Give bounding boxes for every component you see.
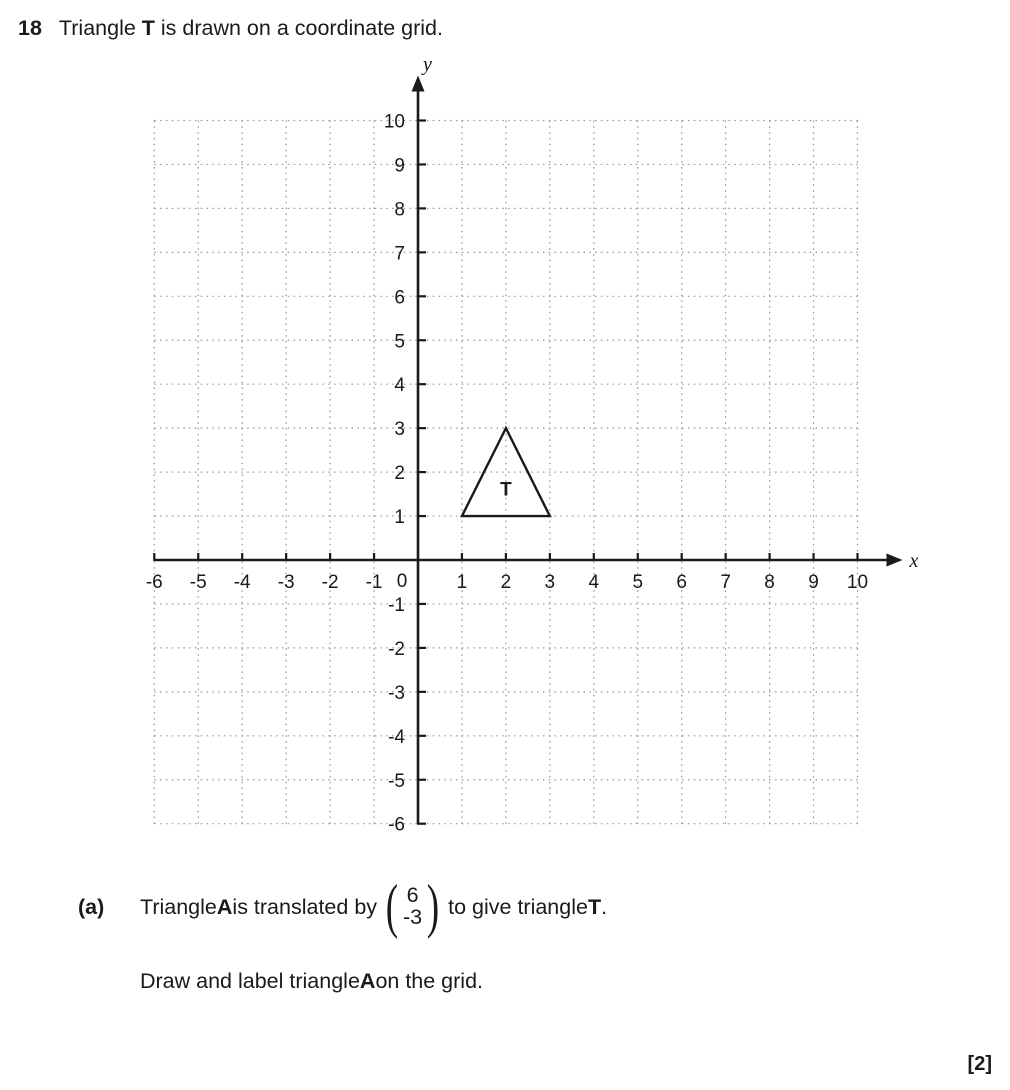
vector-right-bracket: ) bbox=[426, 872, 440, 939]
part-a-shape-t: T bbox=[587, 894, 602, 919]
y-axis-tick-label: -4 bbox=[388, 726, 405, 748]
x-axis-arrowhead bbox=[887, 554, 903, 567]
x-axis-tick-label: 3 bbox=[544, 572, 556, 593]
y-axis-tick-label: 5 bbox=[394, 331, 405, 353]
y-axis-tick-label: -6 bbox=[388, 814, 405, 836]
part-a-letter: (a) bbox=[78, 894, 105, 919]
part-a-line-1-body bbox=[140, 872, 608, 939]
y-axis-name: y bbox=[423, 55, 432, 76]
x-axis-tick-label: -4 bbox=[233, 572, 251, 593]
part-a-line-2-body bbox=[140, 969, 483, 994]
x-axis-tick-label: 10 bbox=[846, 572, 869, 593]
vector-y-component: -3 bbox=[403, 905, 423, 930]
y-axis-tick-label: 7 bbox=[394, 243, 405, 265]
part-a-line-1 bbox=[78, 872, 978, 939]
vector-left-bracket: ( bbox=[385, 872, 399, 939]
y-axis-tick-label: 10 bbox=[383, 111, 405, 133]
x-axis-tick-label: 5 bbox=[632, 572, 644, 593]
part-a-text-post: to give triangle bbox=[448, 894, 588, 919]
part-a-text-end: . bbox=[601, 894, 608, 919]
shape-label-t: T bbox=[500, 479, 512, 501]
axis-names-group bbox=[421, 55, 919, 572]
y-axis-tick-label: 6 bbox=[394, 287, 405, 309]
x-axis-tick-label: 1 bbox=[456, 572, 468, 593]
coordinate-grid-figure bbox=[0, 55, 1010, 855]
x-axis-tick-label: 4 bbox=[588, 572, 600, 593]
vector-x-component: 6 bbox=[406, 883, 419, 907]
x-axis-tick-label: 6 bbox=[676, 572, 687, 593]
y-axis-tick-label: 1 bbox=[394, 507, 405, 529]
translation-column-vector bbox=[382, 872, 443, 939]
part-a-line-2 bbox=[78, 969, 978, 994]
x-axis-tick-label: -3 bbox=[277, 572, 295, 593]
y-axis-tick-label: 3 bbox=[394, 419, 405, 441]
part-a-text-pre: Triangle bbox=[140, 894, 217, 919]
y-axis-tick-label: 2 bbox=[394, 463, 405, 485]
part-a-instruction-pre: Draw and label triangle bbox=[140, 968, 360, 993]
part-a-block bbox=[78, 872, 978, 994]
part-a-shape-a: A bbox=[216, 894, 233, 919]
x-axis-tick-label: 8 bbox=[764, 572, 775, 593]
shape-triangle-t bbox=[462, 428, 550, 516]
y-axis-tick-label: 9 bbox=[394, 155, 405, 177]
x-axis-tick-label: -2 bbox=[321, 572, 339, 593]
y-axis-tick-label: 4 bbox=[394, 375, 405, 397]
gridlines-group bbox=[154, 121, 857, 824]
y-axis-arrowhead bbox=[412, 76, 425, 92]
x-axis-tick-label: 9 bbox=[808, 572, 819, 593]
x-axis-tick-label: -1 bbox=[365, 572, 383, 593]
x-axis-tick-label: 7 bbox=[720, 572, 731, 593]
x-axis-tick-label: -6 bbox=[145, 572, 163, 593]
x-axis-tick-label: 2 bbox=[500, 572, 512, 593]
part-a-instruction-post: on the grid. bbox=[375, 968, 484, 993]
question-stem-pre: Triangle bbox=[58, 16, 142, 40]
question-header bbox=[18, 16, 443, 41]
question-stem bbox=[59, 16, 443, 41]
x-axis-name: x bbox=[909, 550, 919, 572]
question-number: 18 bbox=[18, 16, 42, 40]
vector-components bbox=[402, 884, 423, 929]
coordinate-grid-svg bbox=[0, 55, 1010, 855]
y-axis-tick-label: 8 bbox=[394, 199, 405, 221]
y-axis-tick-label: -5 bbox=[388, 770, 405, 792]
marks-allocation: [2] bbox=[967, 1053, 992, 1075]
axis-tick-labels-group bbox=[146, 112, 868, 836]
y-axis-tick-label: -3 bbox=[388, 682, 405, 704]
origin-label: 0 bbox=[396, 571, 408, 592]
plotted-shapes-group bbox=[462, 428, 550, 516]
y-axis-tick-label: -1 bbox=[388, 594, 405, 616]
question-stem-shape-label: T bbox=[141, 16, 155, 40]
x-axis-tick-label: -5 bbox=[189, 572, 207, 593]
part-a-instruction-shape: A bbox=[359, 968, 376, 993]
question-stem-post: is drawn on a coordinate grid. bbox=[154, 16, 443, 40]
part-a-text-mid: is translated by bbox=[232, 894, 378, 919]
y-axis-tick-label: -2 bbox=[388, 638, 405, 660]
axes-group bbox=[154, 76, 902, 824]
